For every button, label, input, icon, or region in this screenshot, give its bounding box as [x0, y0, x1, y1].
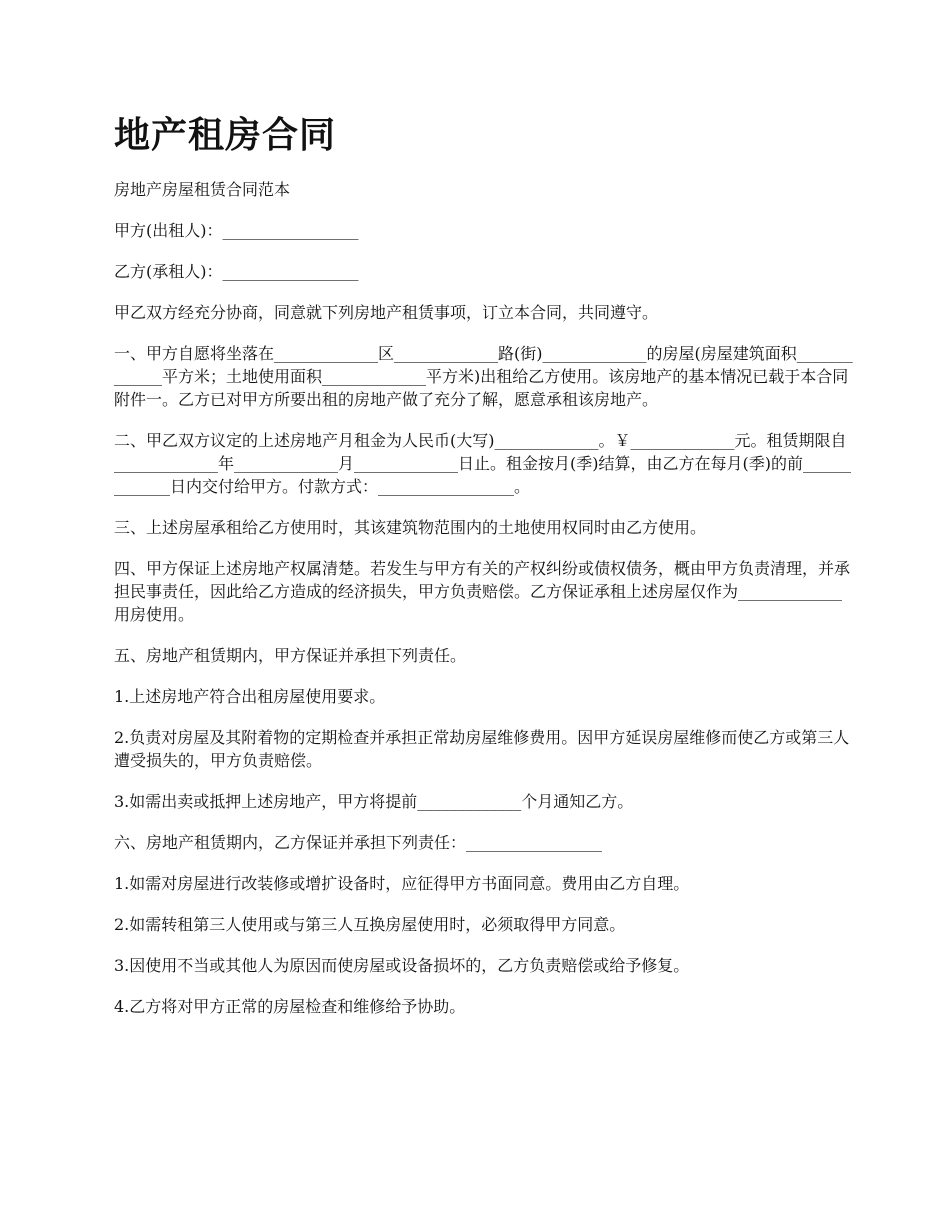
paragraph-party-a: 甲方(出租人)：_________________ — [114, 221, 359, 240]
paragraph-clause-6-item-4: 4.乙方将对甲方正常的房屋检查和维修给予协助。 — [114, 997, 466, 1016]
paragraph-clause-4: 四、甲方保证上述房地产权属清楚。若发生与甲方有关的产权纠纷或债权债务，概由甲方负责清理，并承担民事责任，因此给乙方造成的经济损失，甲方负责赔偿。乙方保证承租上述房屋仅作为_____________用房使用。 — [114, 559, 851, 624]
paragraph-clause-1: 一、甲方自愿将坐落在_____________区_____________路(街)_____________的房屋(房屋建筑面积_____________平方米；土地使用面积_____________平方米)出租给乙方使用。该房地产的基本情况已载于本合同附件一。乙方已对甲方所要出租的房地产做了充分了解，愿意承租该房地产。 — [114, 344, 853, 409]
paragraph-clause-5-item-2: 2.负责对房屋及其附着物的定期检查并承担正常劫房屋维修费用。因甲方延误房屋维修而使乙方或第三人遭受损失的，甲方负责赔偿。 — [114, 728, 850, 770]
document-title: 地产租房合同 — [114, 115, 337, 156]
paragraph-clause-6-item-3: 3.因使用不当或其他人为原因而使房屋或设备损坏的，乙方负责赔偿或给予修复。 — [114, 956, 690, 975]
paragraph-clause-6-item-2: 2.如需转租第三人使用或与第三人互换房屋使用时，必须取得甲方同意。 — [114, 915, 626, 934]
paragraph-clause-5-item-1: 1.上述房地产符合出租房屋使用要求。 — [114, 687, 386, 706]
document-page — [114, 110, 854, 1036]
paragraph-clause-5-item-3: 3.如需出卖或抵押上述房地产，甲方将提前_____________个月通知乙方。 — [114, 792, 634, 811]
paragraph-subtitle: 房地产房屋租赁合同范本 — [114, 180, 291, 199]
paragraph-clause-6: 六、房地产租赁期内，乙方保证并承担下列责任：_________________ — [114, 833, 603, 852]
paragraph-clause-3: 三、上述房屋承租给乙方使用时，其该建筑物范围内的土地使用权同时由乙方使用。 — [114, 518, 707, 537]
paragraph-party-b: 乙方(承租人)：_________________ — [114, 262, 359, 281]
paragraph-clause-2: 二、甲乙双方议定的上述房地产月租金为人民币(大写)_____________。￥_____________元。租赁期限自_____________年_____________月_____________日止。租金按月(季)结算，由乙方在每月(季)的前_____________日内交付给甲方。付款方式：_________________。 — [114, 431, 851, 496]
paragraph-preamble: 甲乙双方经充分协商，同意就下列房地产租赁事项，订立本合同，共同遵守。 — [114, 303, 659, 322]
paragraph-clause-6-item-1: 1.如需对房屋进行改装修或增扩设备时，应征得甲方书面同意。费用由乙方自理。 — [114, 874, 690, 893]
paragraph-clause-5: 五、房地产租赁期内，甲方保证并承担下列责任。 — [114, 646, 467, 665]
